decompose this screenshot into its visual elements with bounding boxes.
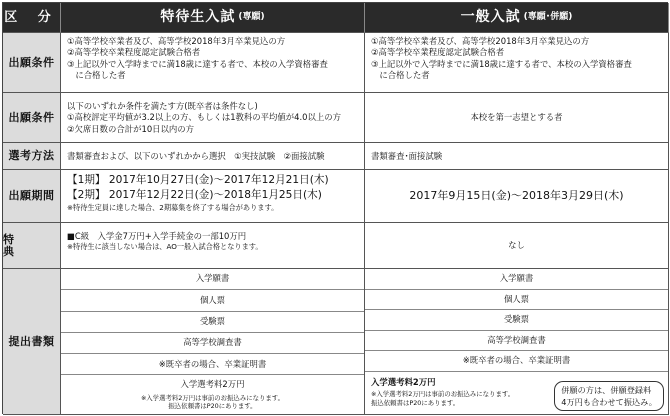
- fee-note-1: ※入学選考料2万円は事前のお振込みになります。: [140, 393, 285, 402]
- ippan-fee-note-2: 振込依頼書はP20にあります。: [371, 398, 460, 407]
- label-shutsugan-1: 出願条件: [3, 33, 61, 93]
- tokutai-kikan: [61, 170, 365, 223]
- ippan-fee-note-1: ※入学選考料2万円は事前のお振込みになります。: [371, 390, 515, 399]
- header-kubun-label: 区 分: [4, 9, 59, 25]
- tokutai-shorui: [61, 269, 365, 415]
- tokutai-shutsugan-1: ①高等学校卒業者及び、高等学校2018年3月卒業見込の方 ②高等学校卒業程度認定試験合格者 ③上記以外で入学時までに満18歳に達する者で、本校の入学資格審査 に合格した者: [61, 33, 365, 93]
- kikan-note: ※特待生定員に達した場合、2期募集を終了する場合があります。: [67, 203, 279, 212]
- tokuten-benefit: ■C級 入学金7万円+入学手続金の一部10万円: [67, 231, 247, 241]
- kikan-period-2: 【2期】 2017年12月22日(金)～2018年1月25日(木): [67, 189, 322, 201]
- doc-item: 個人票: [365, 290, 668, 311]
- ippan-shutsugan-1: ①高等学校卒業者及び、高等学校2018年3月卒業見込の方 ②高等学校卒業程度認定試験合格者 ③上記以外で入学時までに満18歳に達する者で、本校の入学資格審査 に合格した者: [365, 33, 669, 93]
- tokutai-fee: [61, 375, 364, 414]
- ippan-tokuten: なし: [365, 223, 669, 269]
- tokuten-note: ※特待生に該当しない場合は、AO一般入試合格となります。: [67, 242, 263, 252]
- doc-item: 個人票: [61, 290, 364, 311]
- header-kubun: [3, 3, 61, 33]
- doc-item: ※既卒者の場合、卒業証明書: [365, 351, 668, 372]
- doc-item: 受験票: [61, 312, 364, 333]
- header-ippan-sub: (専願･併願): [523, 11, 573, 22]
- callout-line-1: 併願の方は、併願登録料: [561, 384, 652, 395]
- header-ippan-title: 一般入試: [460, 8, 521, 25]
- doc-item: 入学願書: [61, 269, 364, 290]
- header-ippan: [365, 3, 669, 33]
- tokutai-senko: 書類審査および、以下のいずれかから選択 ①実技試験 ②面接試験: [61, 143, 365, 170]
- header-tokutai: [61, 3, 365, 33]
- label-shutsugan-2: 出願条件: [3, 93, 61, 143]
- tokutai-shutsugan-2: 以下のいずれか条件を満たす方(既卒者は条件なし) ①高校評定平均値が3.2以上の方、もしくは1教科の平均値が4.0以上の方 ②欠席日数の合計が10日以内の方: [61, 93, 365, 143]
- ippan-senko: 書類審査･面接試験: [365, 143, 669, 170]
- label-kikan: 出願期間: [3, 170, 61, 223]
- label-tokuten: 特 典: [3, 223, 61, 269]
- doc-item: 受験票: [365, 310, 668, 331]
- doc-item: 入学願書: [365, 269, 668, 290]
- ippan-fee: [365, 372, 668, 414]
- ippan-shorui: [365, 269, 669, 415]
- tokutai-tokuten: [61, 223, 365, 269]
- doc-item: ※既卒者の場合、卒業証明書: [61, 354, 364, 375]
- heigan-fee-callout: [554, 381, 664, 411]
- doc-item: 高等学校調査書: [365, 331, 668, 352]
- doc-item: 高等学校調査書: [61, 333, 364, 354]
- fee-label: 入学選考料2万円: [180, 378, 245, 389]
- header-tokutai-title: 特待生入試: [160, 8, 236, 25]
- admission-table: [2, 2, 668, 414]
- ippan-shutsugan-2: 本校を第一志望とする者: [365, 93, 669, 143]
- ippan-fee-label: 入学選考料2万円: [371, 376, 436, 387]
- ippan-fee-text: [371, 377, 554, 414]
- callout-line-2: 4万円も合わせて振込み。: [561, 396, 657, 407]
- label-senko: 選考方法: [3, 143, 61, 170]
- kikan-period-1: 【1期】 2017年10月27日(金)～2017年12月21日(木): [67, 174, 329, 186]
- fee-note-2: 振込依頼書はP20にあります。: [168, 402, 257, 411]
- ippan-kikan: 2017年9月15日(金)～2018年3月29日(木): [365, 170, 669, 223]
- header-tokutai-sub: (専願): [238, 11, 265, 22]
- label-shorui: 提出書類: [3, 269, 61, 415]
